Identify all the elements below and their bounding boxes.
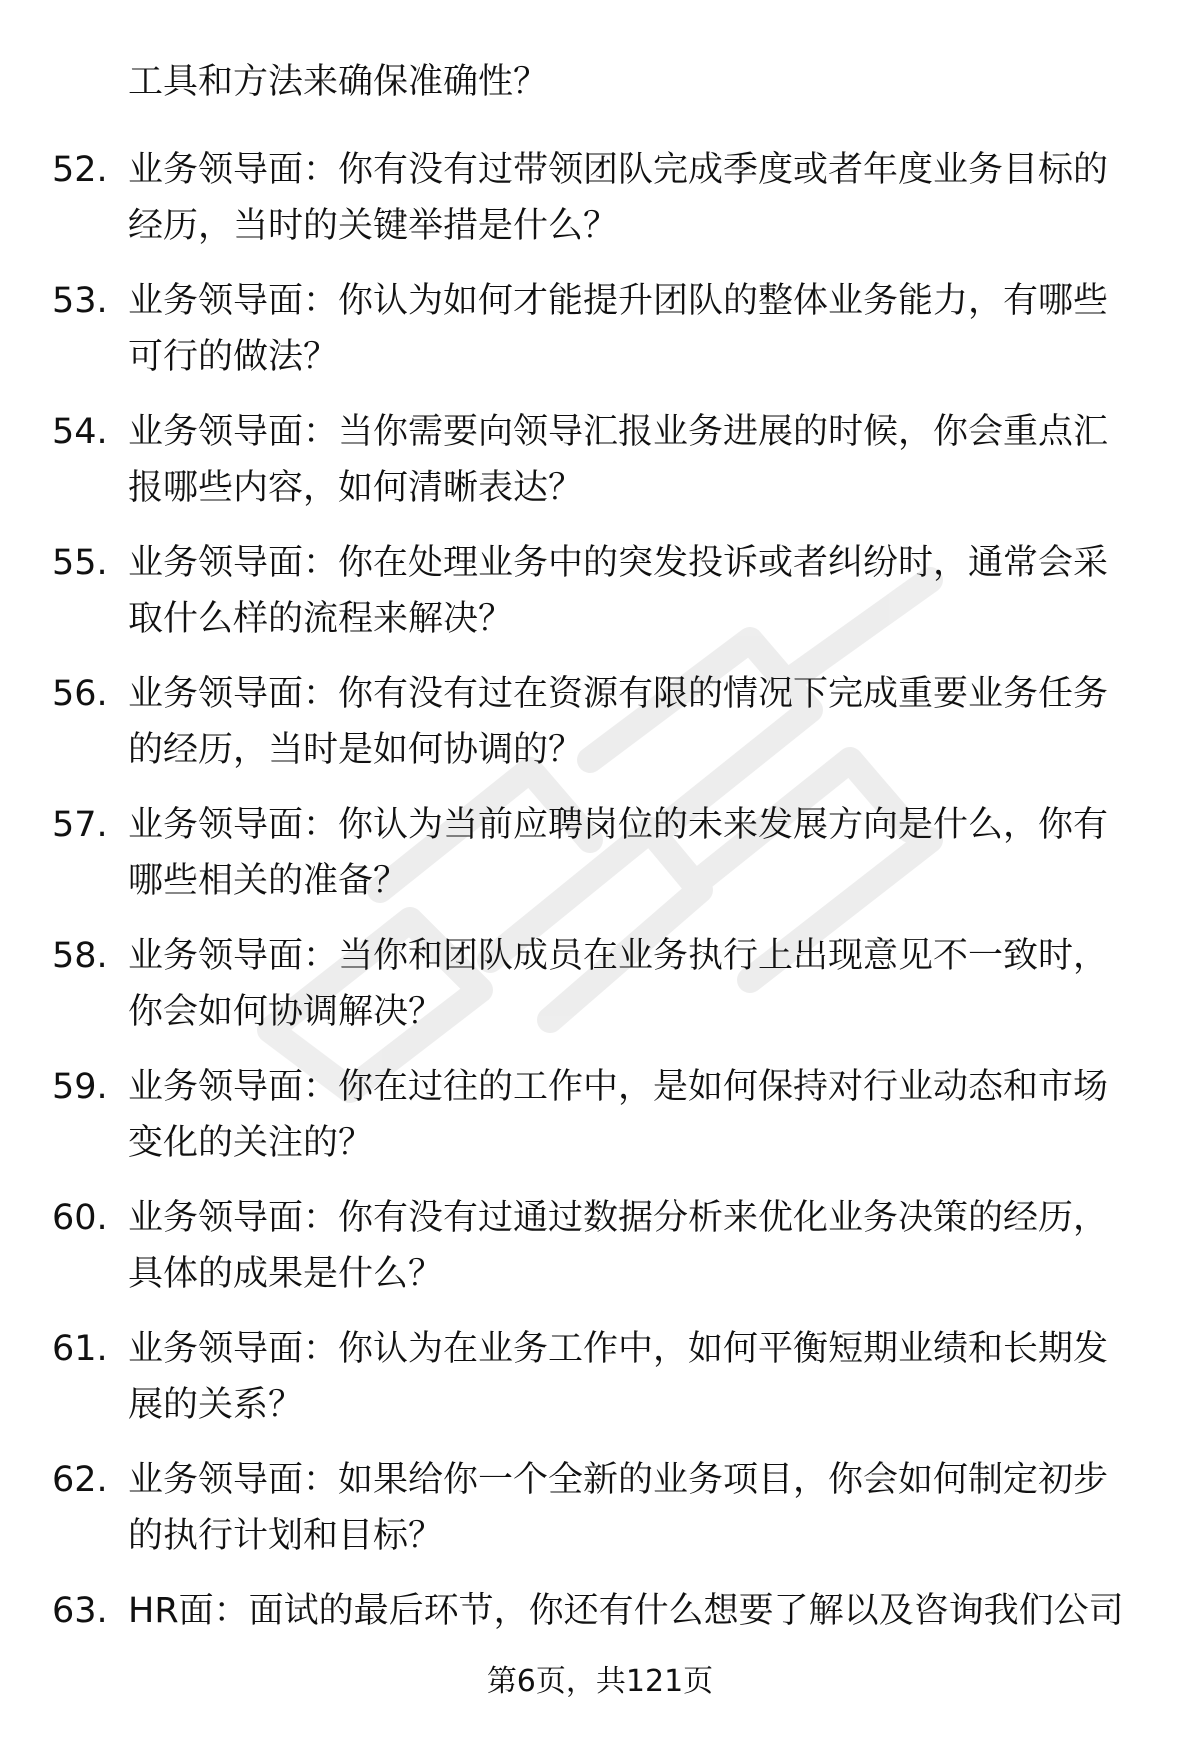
question-line: 业务领导面：你有没有过在资源有限的情况下完成重要业务任务 [128,674,1109,714]
question-line: 业务领导面：你认为在业务工作中，如何平衡短期业绩和长期发 [128,1329,1109,1369]
question-number: 54. [52,412,108,452]
question-item [0,142,1200,273]
question-text [128,404,1158,516]
question-line: 业务领导面：当你和团队成员在业务执行上出现意见不一致时， [128,936,1109,976]
question-line: 哪些相关的准备？ [128,861,409,901]
question-number: 52. [52,150,108,190]
question-line: 具体的成果是什么？ [128,1254,444,1294]
question-item [0,535,1200,666]
question-line: 展的关系？ [128,1385,304,1425]
question-text [128,928,1158,1040]
question-line: 的经历，当时是如何协调的？ [128,730,584,770]
question-line: HR面：面试的最后环节，你还有什么想要了解以及咨询我们公司 [128,1591,1124,1631]
question-text [128,273,1158,385]
question-text [128,1452,1158,1564]
question-line: 报哪些内容，如何清晰表达？ [128,468,584,508]
question-line: 业务领导面：你认为当前应聘岗位的未来发展方向是什么，你有 [128,805,1109,845]
question-line: 业务领导面：你认为如何才能提升团队的整体业务能力，有哪些 [128,281,1109,321]
question-item [0,666,1200,797]
question-number: 58. [52,936,108,976]
question-item [0,404,1200,535]
question-number: 55. [52,543,108,583]
question-text [128,1190,1158,1302]
question-text [128,1059,1158,1171]
question-number: 56. [52,674,108,714]
question-number: 61. [52,1329,108,1369]
question-list [0,142,1200,1714]
question-number: 63. [52,1591,108,1631]
question-text [128,1321,1158,1433]
question-text [128,666,1158,778]
question-item [0,1321,1200,1452]
question-line: 业务领导面：如果给你一个全新的业务项目，你会如何制定初步 [128,1460,1109,1500]
question-number: 53. [52,281,108,321]
question-line: 业务领导面：你在处理业务中的突发投诉或者纠纷时，通常会采 [128,543,1109,583]
question-text [128,797,1158,909]
question-line: 业务领导面：当你需要向领导汇报业务进展的时候，你会重点汇 [128,412,1109,452]
question-line: 你会如何协调解决？ [128,992,444,1032]
question-number: 60. [52,1198,108,1238]
question-line: 业务领导面：你在过往的工作中，是如何保持对行业动态和市场 [128,1067,1109,1107]
question-number: 59. [52,1067,108,1107]
question-number: 62. [52,1460,108,1500]
question-item [0,928,1200,1059]
question-line: 经历，当时的关键举措是什么？ [128,206,619,246]
question-number: 57. [52,805,108,845]
question-item [0,273,1200,404]
question-item [0,1059,1200,1190]
question-line: 业务领导面：你有没有过带领团队完成季度或者年度业务目标的 [128,150,1109,190]
question-text [128,535,1158,647]
question-line: 变化的关注的？ [128,1123,374,1163]
question-line: 业务领导面：你有没有过通过数据分析来优化业务决策的经历， [128,1198,1109,1238]
question-text [128,142,1158,254]
continuation-line: 工具和方法来确保准确性？ [128,62,549,102]
question-item [0,1190,1200,1321]
page-footer: 第6页，共121页 [486,1664,714,1699]
question-text [128,1583,1158,1639]
question-item [0,1452,1200,1583]
question-item [0,797,1200,928]
question-line: 的执行计划和目标？ [128,1516,444,1556]
question-line: 可行的做法？ [128,337,339,377]
question-line: 取什么样的流程来解决？ [128,599,514,639]
